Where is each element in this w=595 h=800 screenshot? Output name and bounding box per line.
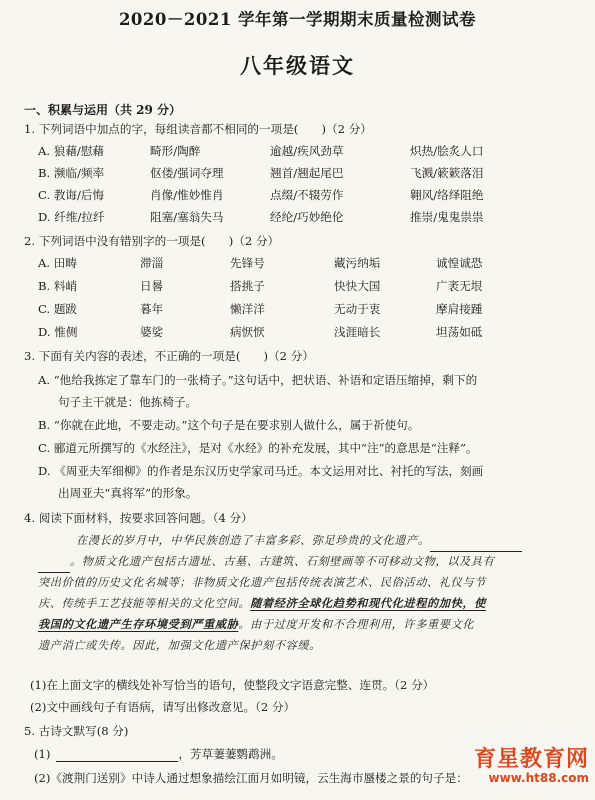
option-cell: 炽热/脍炙人口 <box>410 144 484 158</box>
q4-stem: 4. 阅读下面材料，按要求回答问题。（4 分） <box>24 511 253 525</box>
passage-line: 突出价值的历史文化名城等；非物质文化遗产包括传统表演艺术、民俗活动、礼仪与节 <box>38 576 486 589</box>
q4-passage <box>38 530 574 660</box>
q3-option-c: C. 郦道元所撰写的《水经注》，是对《水经》的补充发展，其中“注”的意思是“注释”。 <box>38 441 478 455</box>
option-cell: 翱风/络绎阻绝 <box>410 188 484 202</box>
q2-stem: 2. 下列词语中没有错别字的一项是( )（2 分） <box>24 234 280 248</box>
option-cell: 搭挑子 <box>230 279 265 293</box>
option-cell: D. 纤维/拉纤 <box>38 210 105 224</box>
option-cell: 快快大国 <box>334 279 381 293</box>
underlined-sentence: 我国的文化遗产生存环境受到严重威胁 <box>38 617 239 631</box>
q3-option-d: D. 《周亚夫军细柳》的作者是东汉历史学家司马迁。本文运用对比、衬托的写法，刻画 <box>38 464 484 478</box>
option-cell: A. 田畴 <box>38 256 77 270</box>
passage-line: 庆、传统手工艺技能等相关的文化空间。 <box>38 597 251 610</box>
section-heading: 一、积累与运用（共 29 分） <box>24 103 182 117</box>
option-cell: B. 料峭 <box>38 279 78 293</box>
option-cell: 经纶/巧妙绝伦 <box>270 210 344 224</box>
q3-option-a: A. “他给我拣定了靠车门的一张椅子。”这句话中，把状语、补语和定语压缩掉，剩下的 <box>38 373 478 387</box>
option-cell: 伛偻/强词夺理 <box>150 166 224 180</box>
option-cell: 无动于衷 <box>334 302 381 316</box>
exam-subtitle: 八年级语文 <box>240 53 355 78</box>
q3-option-b: B. “你就在此地，不要走动。”这个句子是在要求别人做什么，属于祈使句。 <box>38 418 420 432</box>
option-cell: 肖像/惟妙惟肖 <box>150 188 224 202</box>
option-cell: C. 题跋 <box>38 302 78 316</box>
q5-item1 <box>34 746 283 762</box>
option-cell: 翘首/翘起尾巴 <box>270 166 344 180</box>
watermark-brand: 育星教育网 <box>473 747 589 772</box>
answer-blank[interactable] <box>56 761 178 762</box>
option-cell: 阻塞/塞翁失马 <box>150 210 224 224</box>
option-cell: 摩肩接踵 <box>436 302 483 316</box>
q5-item2: (2)《渡荆门送别》中诗人通过想象描绘江面月如明镜，云生海市蜃楼之景的句子是： <box>34 771 468 785</box>
option-cell: 滞淄 <box>140 256 164 270</box>
watermark-logo <box>474 742 589 785</box>
option-cell: 藏污纳垢 <box>334 256 381 270</box>
option-cell: D. 惟侧 <box>38 325 78 339</box>
q4-sub1: (1)在上面文字的横线处补写恰当的语句，使整段文字语意完整、连贯。（2 分） <box>30 678 435 692</box>
passage-line: 在漫长的岁月中，中华民族创造了丰富多彩、弥足珍贵的文化遗产。 <box>76 534 430 547</box>
option-cell: B. 濒临/频率 <box>38 166 105 180</box>
option-cell: 暮年 <box>140 302 164 316</box>
option-cell: 逾越/疾风劲草 <box>270 144 344 158</box>
underlined-sentence: 随着经济全球化趋势和现代化进程的加快，使 <box>250 596 486 610</box>
option-cell: 广袤无垠 <box>436 279 483 293</box>
option-cell: 畸形/陶醉 <box>150 144 201 158</box>
option-cell: A. 狼藉/慰藉 <box>38 144 105 158</box>
q5-stem: 5. 古诗文默写(8 分) <box>24 724 129 738</box>
option-cell: 浅涯暗长 <box>334 325 381 339</box>
option-cell: 日晷 <box>140 279 164 293</box>
passage-line: 。物质文化遗产包括古遗址、古墓、古建筑、石刻壁画等不可移动文物，以及具有 <box>70 555 495 568</box>
option-cell: C. 教诲/后悔 <box>38 188 105 202</box>
option-cell: 婆娑 <box>140 325 164 339</box>
option-cell: 点缀/不辍劳作 <box>270 188 344 202</box>
option-cell: 飞溅/簌簌落泪 <box>410 166 484 180</box>
option-cell: 坦荡如砥 <box>436 325 483 339</box>
option-cell: 推崇/鬼鬼祟祟 <box>410 210 484 224</box>
q3-option-d-cont: 出周亚夫“真将军”的形象。 <box>58 486 198 500</box>
option-cell: 病恹恹 <box>230 325 265 339</box>
item-number: (1) <box>34 747 51 761</box>
passage-line: 。由于过度开发和不合理利用，许多重要文化 <box>238 618 475 631</box>
q3-option-a-cont: 句子主干就是：他拣椅子。 <box>58 395 198 409</box>
q3-stem: 3. 下面有关内容的表述，不正确的一项是( )（2 分） <box>24 349 314 363</box>
q4-sub2: (2)文中画线句子有语病，请写出修改意见。（2 分） <box>30 700 296 714</box>
q1-stem: 1. 下列词语中加点的字，每组读音都不相同的一项是( )（2 分） <box>24 122 372 136</box>
watermark-url: www.ht88.com <box>488 771 589 785</box>
option-cell: 诚惶诚恐 <box>436 256 483 270</box>
item-text: ，芳草萋萋鹦鹉洲。 <box>178 747 283 761</box>
passage-line: 遗产消亡或失传。因此，加强文化遗产保护刻不容缓。 <box>38 639 321 652</box>
exam-title: 2020－2021 学年第一学期期末质量检测试卷 <box>118 10 477 29</box>
option-cell: 先锋号 <box>230 256 265 270</box>
option-cell: 懒洋洋 <box>230 302 265 316</box>
